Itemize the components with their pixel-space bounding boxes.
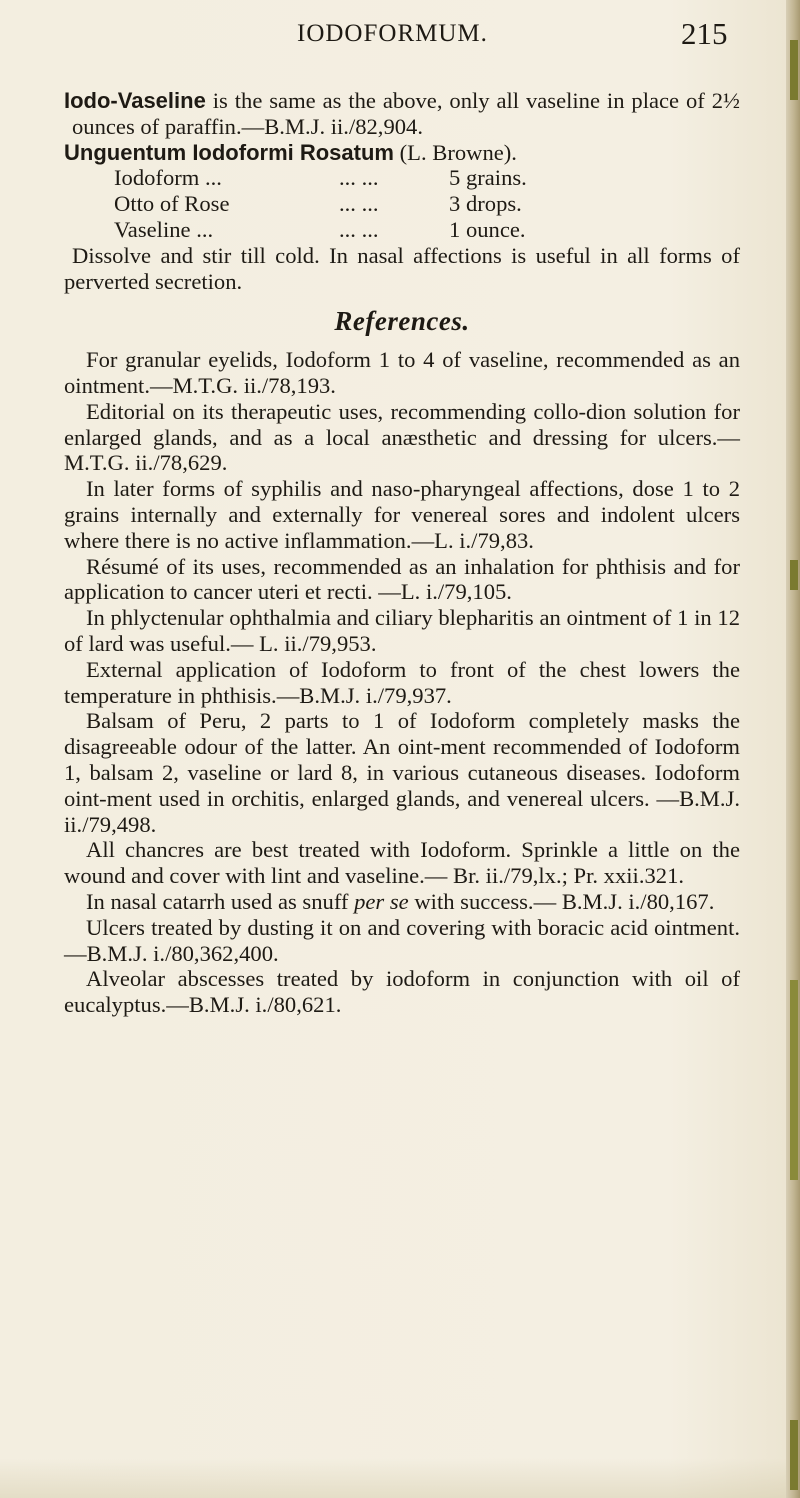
snuff-text: with success.— B.M.J. i./80,167. <box>408 888 715 914</box>
reference-paragraph: Balsam of Peru, 2 parts to 1 of Iodoform completely masks the disagreeable odour of the latter. An oint-ment recommended of Iodoform 1, balsam 2, vaseline or lard 8, in various cutaneous diseases. Iodoform oint-ment used in orchitis, enlarged glands, and venereal ulcers. —B.M.J. ii./79,498. <box>64 708 740 837</box>
leader-dots: ... ... <box>339 191 379 217</box>
entry-iodo-vaseline <box>64 88 740 140</box>
reference-paragraph: For granular eyelids, Iodoform 1 to 4 of vaseline, recommended as an ointment.—M.T.G. ii./78,193. <box>64 347 740 398</box>
entry-heading: Unguentum Iodoformi Rosatum <box>64 139 394 165</box>
reference-paragraph: External application of Iodoform to front of the chest lowers the temperature in phthisis.—B.M.J. i./79,937. <box>64 656 740 708</box>
ingredient-quantity: 3 drops. <box>449 191 522 217</box>
edge-stain <box>790 1420 798 1490</box>
reference-paragraph: Alveolar abscesses treated by iodoform in conjunction with oil of eucalyptus.—B.M.J. i./80,621. <box>64 966 740 1018</box>
leader-dots: ... ... <box>339 216 379 242</box>
ingredient-quantity: 1 ounce. <box>449 216 526 242</box>
references-title: References. <box>334 306 470 337</box>
snuff-text: In nasal catarrh used as snuff <box>86 888 355 914</box>
page-number: 215 <box>681 16 728 51</box>
ingredient-name: Iodoform ... <box>114 165 222 191</box>
reference-paragraph: In phlyctenular ophthalmia and ciliary blepharitis an ointment of 1 in 12 of lard was useful.— L. ii./79,953. <box>64 605 740 656</box>
edge-stain <box>790 980 798 1180</box>
entry-author: (L. Browne). <box>393 139 517 165</box>
ingredient-name: Otto of Rose <box>114 191 230 217</box>
formula-row <box>114 217 740 243</box>
reference-paragraph: Ulcers treated by dusting it on and covering with boracic acid ointment.—B.M.J. i./80,362,400. <box>64 914 740 966</box>
running-title: IODOFORMUM. <box>297 20 488 47</box>
page-header <box>0 16 786 60</box>
entry-unguentum <box>64 140 740 166</box>
edge-stain <box>790 40 798 100</box>
reference-paragraph: Résumé of its uses, recommended as an inhalation for phthisis and for application to cancer uteri et recti. —L. i./79,105. <box>64 553 740 605</box>
leader-dots: ... ... <box>339 165 379 191</box>
latin-phrase: per se <box>354 888 409 914</box>
formula-row <box>114 165 740 191</box>
ingredient-quantity: 5 grains. <box>449 165 527 191</box>
reference-paragraph: Editorial on its therapeutic uses, recommending collo-dion solution for enlarged glands, and as a local anæsthetic and dressing for ulcers.—M.T.G. ii./78,629. <box>64 398 740 476</box>
reference-paragraph <box>64 889 740 915</box>
page-body <box>64 88 740 1018</box>
edge-stain <box>790 560 798 590</box>
ingredient-name: Vaseline ... <box>114 216 214 242</box>
entry-heading: Iodo-Vaseline <box>64 88 206 113</box>
reference-paragraph: In later forms of syphilis and naso-pharyngeal affections, dose 1 to 2 grains internally and externally for venereal sores and indolent ulcers where there is no active inflammation.—L. i./79,83. <box>64 476 740 553</box>
formula-table <box>114 165 740 242</box>
page-shadow <box>0 1458 786 1498</box>
reference-paragraph: All chancres are best treated with Iodoform. Sprinkle a little on the wound and cover with lint and vaseline.— Br. ii./79,lx.; Pr. xxii.321. <box>64 837 740 889</box>
formula-row <box>114 191 740 217</box>
entry-instructions: Dissolve and stir till cold. In nasal affections is useful in all forms of perverted secretion. <box>64 242 740 294</box>
entry-text: is the same as the above, only all vaseline in place of 2½ ounces of paraffin.—B.M.J. ii./82,904. <box>72 88 740 139</box>
page-edge <box>786 0 800 1498</box>
